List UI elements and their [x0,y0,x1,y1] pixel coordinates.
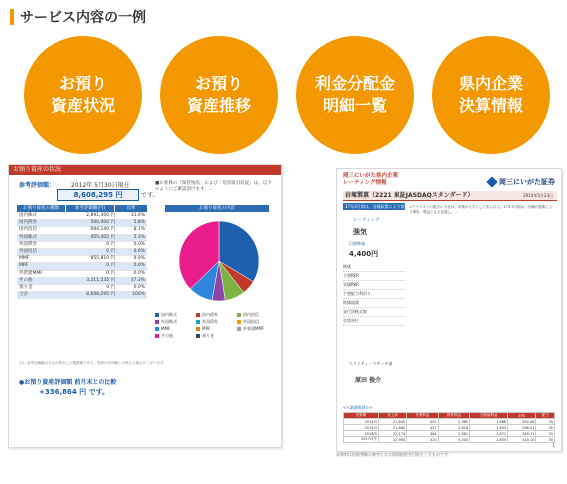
table-cell: 2,881 [438,431,470,437]
report-title [343,191,557,201]
table-cell: 2,980 [438,419,470,425]
footnote: 注1. 参考評価額は当社が算出した概算額であり、実際の売却額とは異なる場合がございます。 [19,361,167,365]
report-series-title [343,173,398,187]
table-cell: 21,680 [378,425,406,431]
report-body: <アナリストの視点> 当社は、米菓の大手として知られる。17年3月期は、各種の施策により増収・増益となる見通し。… [409,205,553,214]
table-cell: 320.10 [508,437,536,443]
table-row [344,437,555,443]
legend-item [155,311,196,318]
table-cell: 国内債券 [19,220,37,226]
table-cell: 37.3% [130,277,145,283]
circle-line2: 明細一覧 [322,96,387,115]
table-row [17,256,147,263]
target-price: 4,400円 [349,250,379,258]
table-header-cell: EPS [508,413,536,419]
metric-row: 売買単位 [343,317,405,326]
legend-swatch [196,334,200,338]
table-cell: 外国債券 [19,241,37,247]
table-cell: 1,688 [470,419,508,425]
table-cell: 0 円 [106,284,115,290]
legend-label: 外国債券 [202,319,218,324]
table-cell: 8,608,295 円 [86,292,115,298]
table-row [17,227,147,234]
circle-dividend-list [296,36,414,154]
report-title-text: 岩塚製菓（2221 東証JASDAQスタンダード） [345,192,474,199]
legend-swatch [155,313,159,317]
legend-item [155,332,196,339]
table-cell: 9.9% [133,256,145,262]
table-cell: 8.1% [133,227,145,233]
table-cell: 33.6% [130,213,145,218]
series-title-line2: レーティング情報 [343,180,387,186]
table-header-cell: 配当 [536,413,555,419]
table-cell: 2016/3 [344,431,379,437]
table-cell: 402 [407,419,439,425]
ref-date: 2012年 5月30日現在 [71,182,130,189]
table-cell: 1,653 [470,425,508,431]
holdings-report-sample [8,164,282,448]
legend-swatch [237,313,241,317]
rating-value: 強気 [353,228,367,236]
table-header-cell: 当期純利益 [470,413,508,419]
section-title: サービス内容の一例 [20,10,146,26]
table-row [17,278,147,285]
table-header-cell: 決算期 [344,413,379,419]
col-header-type: お預り資産の種類 [17,205,65,212]
table-cell: 5.3% [133,234,145,240]
legend-item [237,325,278,332]
table-cell: 100% [132,292,145,298]
table-header-cell: 営業利益 [407,413,439,419]
table-row [17,235,147,242]
table-cell: 30 [536,437,555,443]
legend-item [155,325,196,332]
logo-text: 岡三にいがた証券 [499,178,555,186]
metric-row: 予想配当利回り [343,290,405,299]
legend-swatch [237,327,241,331]
legend-label: 国内投信 [243,312,259,317]
table-cell: 外貨建MMF [19,270,43,276]
circle-line1: 県内企業 [458,74,523,93]
pie-title: お預り資産の内訳 [165,205,269,212]
circle-line1: お預り [58,74,107,93]
analyst-name: 原田 俊介 [355,377,382,384]
metric-row: 株価 [343,263,405,272]
table-cell: 合計 [19,292,28,298]
table-row [17,249,147,256]
metric-row: 時価総額 [343,299,405,308]
col-header-pct: 比率 [115,205,147,212]
report-head: お預り資産の状況 [9,165,281,175]
table-cell: 0.0% [133,284,145,290]
amount-suffix: です。 [141,192,159,199]
table-cell: 2017/3予 [344,437,379,443]
table-cell: 855,810 円 [90,256,115,262]
table-cell: 2015/3 [344,425,379,431]
legend-swatch [196,313,200,317]
table-cell: 0 円 [106,263,115,269]
rating-label: レーティング [353,218,380,223]
total-amount: 8,608,295 円 [57,189,139,201]
table-cell: 預り金 [19,284,33,290]
analyst-dept: エクイティ・リサーチ部 [349,361,393,366]
earnings-table [343,412,555,443]
table-cell: 292.08 [508,419,536,425]
table-cell: 0.0% [133,270,145,276]
circle-line1: お預り [194,74,243,93]
table-cell: 3,211,535 円 [86,277,115,283]
table-cell: 21,845 [378,419,406,425]
table-row [17,285,147,292]
company-logo [488,177,555,187]
table-cell: 2,891,300 円 [86,213,115,218]
legend-label: 国内株式 [161,312,177,317]
table-cell: 2,818 [438,425,470,431]
table-cell: 外国株式 [19,234,37,240]
legend-label: 外国投信 [243,319,259,324]
legend-swatch [155,320,159,324]
report-date: 2014年5月23日 [523,193,553,198]
holdings-table [17,213,147,299]
metric-row: 実績PBR [343,281,405,290]
legend-item [237,311,278,318]
table-cell: 2014/3 [344,419,379,425]
table-cell: 286.01 [508,425,536,431]
table-cell: 0.0% [133,248,145,254]
rating-report-sample [336,168,562,452]
table-cell: 694,140 円 [90,227,115,233]
table-row [17,292,147,299]
col-header-value: 参考評価額(円) [66,205,114,212]
ref-label: 参考評価額： [19,182,56,189]
table-header-cell: 経常利益 [438,413,470,419]
page-number: 1 [552,443,555,448]
target-price-label: 目標株価 [349,241,365,246]
metrics-list [343,263,405,326]
legend-item [155,318,196,325]
table-cell: MMF [19,256,30,262]
table-header-cell: 売上高 [378,413,406,419]
section-header [10,8,146,26]
service-circles [0,36,567,156]
legend-label: その他 [161,333,173,338]
table-cell: 0 円 [106,241,115,247]
compare-title: ●お預り資産評価額 前月末との比較 [19,379,117,386]
legend-swatch [155,334,159,338]
table-cell: その他 [19,277,33,283]
table-cell: 国内投信 [19,227,37,233]
table-cell: 22,900 [378,437,406,443]
legend-label: 外国株式 [161,319,177,324]
legend-item [196,318,237,325]
circle-line2: 資産状況 [50,96,115,115]
table-cell: 427 [407,425,439,431]
metric-row: 発行済株式数 [343,308,405,317]
legend-label: 外貨建MMF [243,326,265,331]
metric-row: 予想PER [343,272,405,281]
circle-line2: 決算情報 [458,96,523,115]
table-row [17,242,147,249]
table-cell: 1,671 [470,431,508,437]
legend-label: MMF [161,326,171,331]
logo-icon [486,176,497,187]
legend-label: MRF [202,326,211,331]
table-cell: 1,850 [470,437,508,443]
holdings-pie-chart [177,219,261,303]
circle-holdings-trend [160,36,278,154]
legend-swatch [237,320,241,324]
table-cell: 22,174 [378,431,406,437]
legend-swatch [196,320,200,324]
table-cell: 30 [536,431,555,437]
circle-line2: 資産推移 [186,96,251,115]
bottom-note: 本資料は投資判断の参考となる情報提供を目的としたものです。 [336,452,452,457]
legend-label: 預り金 [202,333,214,338]
table-row [17,271,147,278]
table-cell: 5.8% [133,220,145,226]
table-cell: 国内株式 [19,213,37,218]
table-cell: 0.0% [133,263,145,269]
legend-item [196,311,237,318]
table-cell: 30 [536,419,555,425]
table-cell: 0.0% [133,241,145,247]
compare-value: +336,864 円 です。 [39,388,110,396]
circle-local-company-results [432,36,550,154]
table-cell: 464 [407,431,439,437]
pie-legend [155,311,279,339]
legend-item [196,325,237,332]
table-cell: 0 円 [106,270,115,276]
circle-line1: 利金分配金 [314,74,395,93]
table-cell: 520 [407,437,439,443]
table-title: <<業績推移>> [343,405,373,410]
table-cell: 0 円 [106,248,115,254]
legend-label: 国内債券 [202,312,218,317]
legend-swatch [196,327,200,331]
circle-holdings-status [24,36,142,154]
series-title-line1: 岡三にいがた県内企業 [343,173,399,179]
table-cell: 3,000 [438,437,470,443]
table-row [17,263,147,270]
notes: ■お客様の「保管残高」および「信用取引状況」は、以下のようにご確認頂けます。… [155,181,272,192]
table-cell: 30 [536,425,555,431]
table-cell: MRF [19,263,29,269]
legend-item [237,318,278,325]
legend-swatch [155,327,159,331]
header-accent-bar [10,9,14,25]
table-cell: 455,402 円 [90,234,115,240]
table-cell: 500,000 円 [90,220,115,226]
legend-item [196,332,237,339]
report-subhead: 17年3月期は、各種政策により増収・増益へ [345,204,405,216]
table-cell: 289.11 [508,431,536,437]
table-cell: 外国投信 [19,248,37,254]
